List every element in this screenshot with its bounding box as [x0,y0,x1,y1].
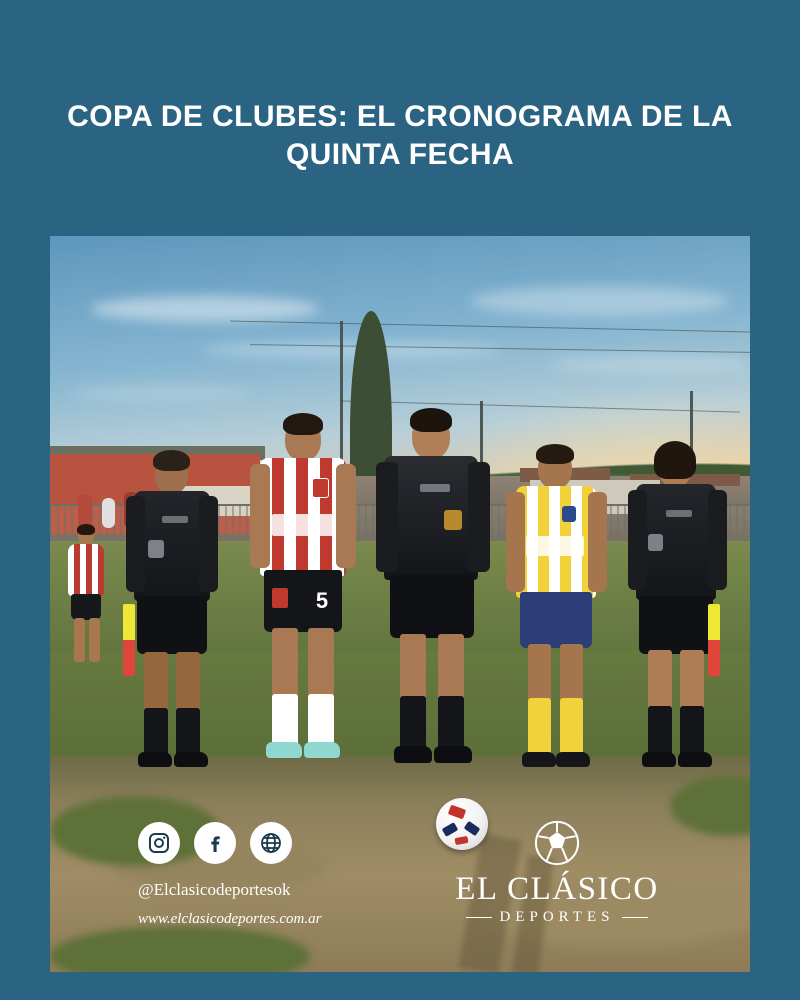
leg-right [438,634,464,702]
leg-left [648,650,672,712]
jersey-logo [420,484,450,492]
arm-right [199,496,218,592]
club-crest [562,506,576,522]
cloud [550,356,750,372]
cloud [90,296,320,322]
jersey-sponsor [526,536,584,556]
sock-right [560,698,583,756]
club-crest [312,478,329,498]
torso [384,456,478,580]
spectator [78,494,92,528]
arm-right [708,490,727,590]
shorts [520,592,592,648]
arm-right [588,492,607,592]
cloud [70,386,250,400]
sock-left [648,706,672,756]
shorts [390,574,474,638]
assistant-flag-right [708,604,720,676]
shorts-number: 5 [315,588,329,613]
leg-left [400,634,426,702]
sock-right [308,694,334,746]
shorts [137,596,207,654]
leg-right [680,650,704,712]
brand-tagline: DEPORTES [490,907,625,926]
cloud [200,341,500,359]
hair [654,441,696,479]
shoe-left [266,742,302,758]
jersey-logo [162,516,188,523]
badge [148,540,164,558]
arm-left [126,496,145,592]
leg-right [176,652,200,714]
arm-left [250,464,270,568]
jersey-sponsor [272,514,334,536]
hair [283,413,323,435]
leg-right [560,644,583,704]
social-handle: @Elclasicodeportesok [138,880,291,899]
leg-left [144,652,168,714]
instagram-icon[interactable] [138,822,180,864]
jersey-logo [666,510,692,517]
shoe-left [138,752,172,767]
shorts-crest [272,588,288,608]
sock-right [176,708,200,756]
shorts [639,596,713,654]
arm-left [628,490,647,590]
website-icon[interactable] [250,822,292,864]
cloud [470,286,730,316]
shoe-right [678,752,712,767]
shoe-left [642,752,676,767]
hair [153,450,190,471]
brand-name: EL CLÁSICO [455,871,659,908]
badge [444,510,462,530]
shoe-left [522,752,556,767]
photo [50,236,750,972]
hair [410,408,452,432]
shoe-left [394,746,432,763]
spectator [102,498,115,528]
shoe-right [556,752,590,767]
sock-left [144,708,168,756]
arm-right [468,462,490,572]
hair [536,444,574,464]
arm-left [376,462,398,572]
leg-right [308,628,334,702]
sock-left [400,696,426,750]
shoe-right [304,742,340,758]
leg-left [272,628,298,702]
social-icons [138,822,292,864]
sock-left [528,698,551,756]
page-title: COPA DE CLUBES: EL CRONOGRAMA DE LA QUINTA FECHA [67,100,733,172]
website-url: www.elclasicodeportes.com.ar [138,911,322,927]
brand-logo [442,816,672,926]
shoe-right [174,752,208,767]
sock-left [272,694,298,746]
sock-right [438,696,464,750]
facebook-icon[interactable] [194,822,236,864]
shoe-right [434,746,472,763]
sock-right [680,706,704,756]
badge [648,534,663,551]
assistant-flag-left [123,604,135,676]
soccer-ball-icon [530,816,584,870]
arm-right [336,464,356,568]
leg-left [528,644,551,704]
arm-left [506,492,525,592]
